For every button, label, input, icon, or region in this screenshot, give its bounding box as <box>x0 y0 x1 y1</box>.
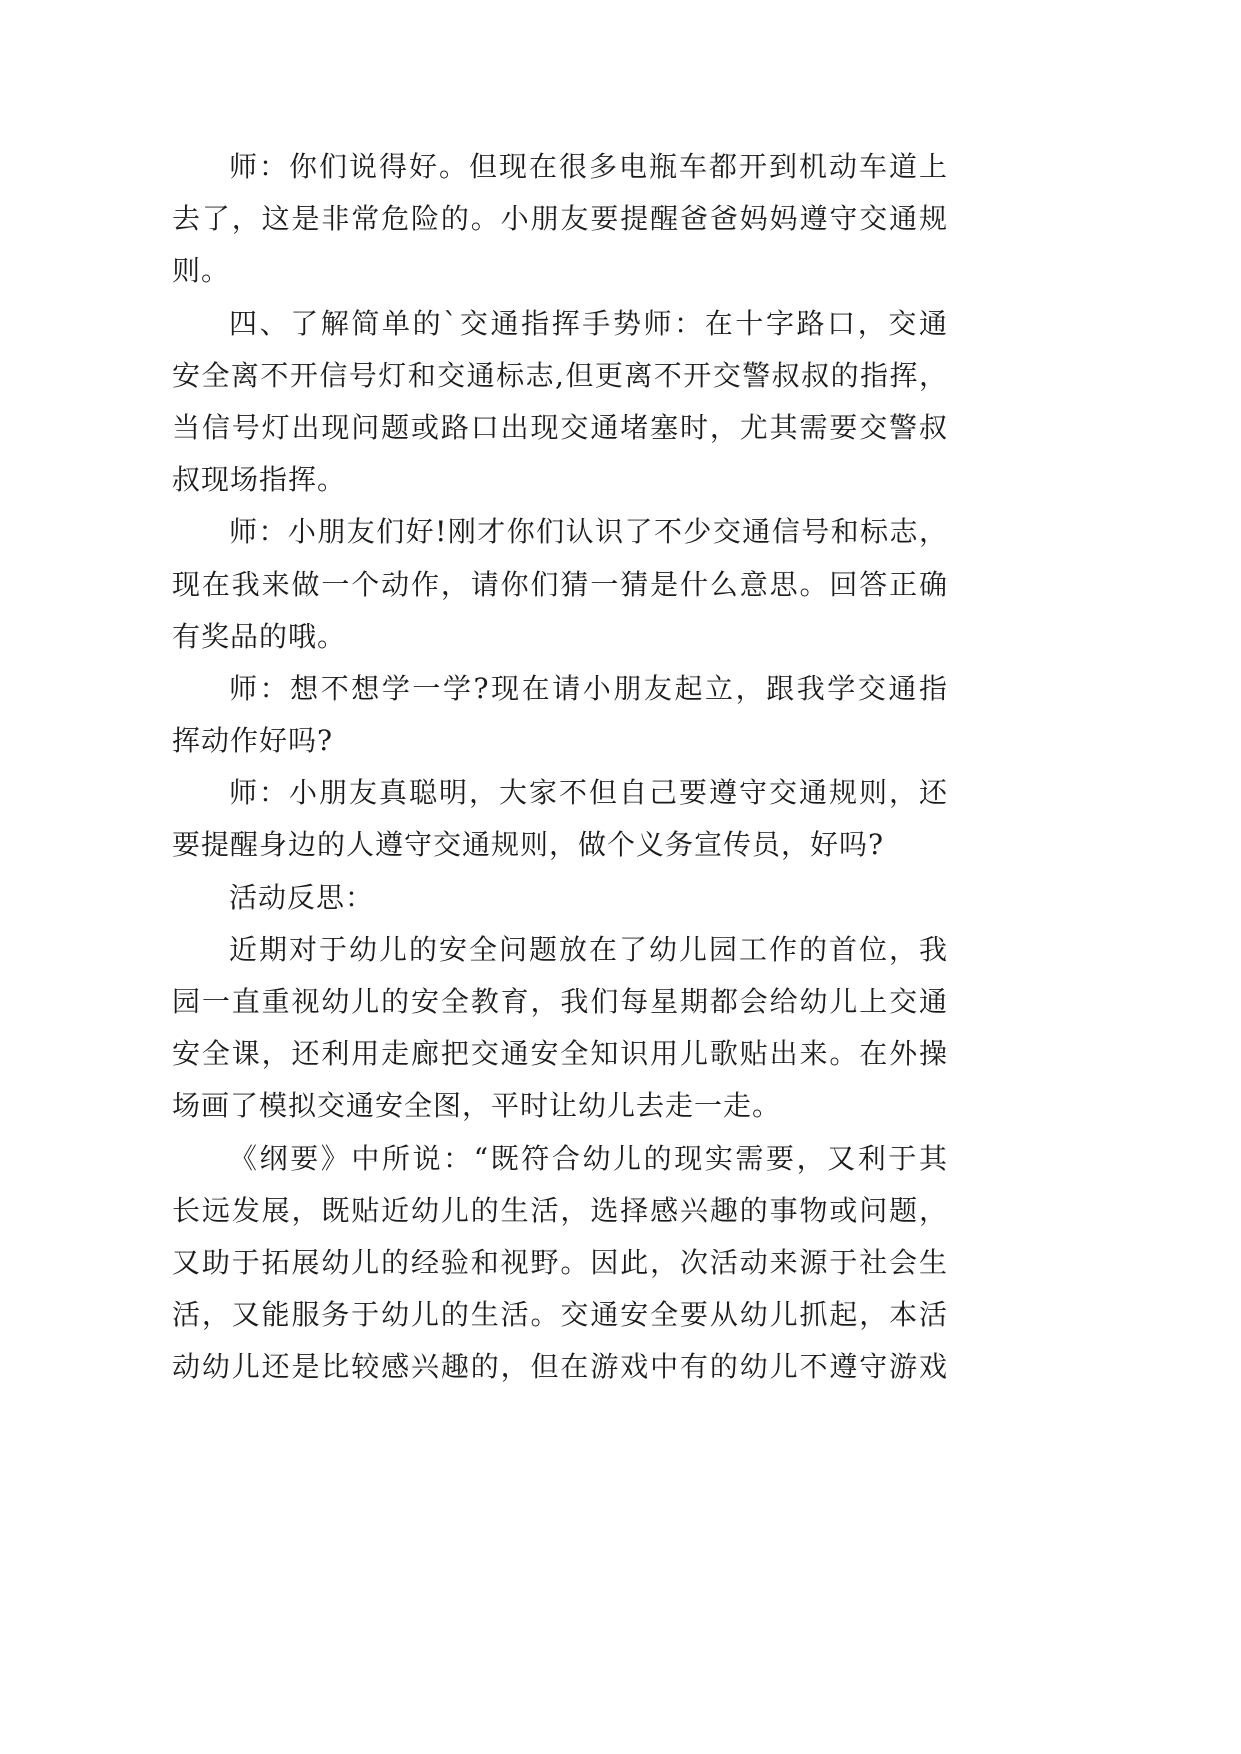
text-line: 安全课，还利用走廊把交通安全知识用儿歌贴出来。在外操 <box>172 1037 948 1071</box>
paragraph-teacher-warning <box>172 141 948 298</box>
text-line: 要提醒身边的人遵守交通规则，做个义务宣传员，好吗? <box>172 828 885 862</box>
text-line: 师：想不想学一学?现在请小朋友起立，跟我学交通指 <box>229 671 948 705</box>
text-line: 安全离不开信号灯和交通标志,但更离不开交警叔叔的指挥， <box>172 358 948 392</box>
text-line: 有奖品的哦。 <box>172 619 347 653</box>
text-line: 师：小朋友们好!刚才你们认识了不少交通信号和标志， <box>229 515 948 549</box>
text-line: 师：你们说得好。但现在很多电瓶车都开到机动车道上 <box>229 150 948 183</box>
text-line: 四、了解简单的`交通指挥手势师：在十字路口，交通 <box>229 306 948 340</box>
paragraph-outline-quote <box>172 1133 948 1394</box>
text-line: 场画了模拟交通安全图，平时让幼儿去走一走。 <box>172 1089 782 1123</box>
text-line: 园一直重视幼儿的安全教育，我们每星期都会给幼儿上交通 <box>172 985 948 1018</box>
paragraph-reflection <box>172 924 948 1133</box>
text-line: 现在我来做一个动作，请你们猜一猜是什么意思。回答正确 <box>172 567 948 601</box>
text-line: 长远发展，既贴近幼儿的生活，选择感兴趣的事物或问题， <box>172 1193 948 1227</box>
text-line: 《纲要》中所说：“既符合幼儿的现实需要，又利于其 <box>229 1141 948 1175</box>
text-line: 活动反思： <box>229 880 375 914</box>
paragraph-teacher-praise <box>172 767 948 871</box>
text-line: 当信号灯出现问题或路口出现交通堵塞时，尤其需要交警叔 <box>172 410 948 444</box>
paragraph-teacher-question <box>172 663 948 767</box>
body-text <box>172 141 948 1394</box>
text-line: 去了，这是非常危险的。小朋友要提醒爸爸妈妈遵守交通规 <box>172 202 948 236</box>
paragraph-section-four <box>172 298 948 507</box>
text-line: 动幼儿还是比较感兴趣的，但在游戏中有的幼儿不遵守游戏 <box>172 1350 948 1384</box>
paragraph-teacher-greeting <box>172 506 948 663</box>
text-line: 叔现场指挥。 <box>172 463 347 497</box>
text-line: 挥动作好吗? <box>172 724 334 758</box>
text-line: 活，又能服务于幼儿的生活。交通安全要从幼儿抓起，本活 <box>172 1298 948 1332</box>
text-line: 近期对于幼儿的安全问题放在了幼儿园工作的首位，我 <box>229 932 948 966</box>
text-line: 师：小朋友真聪明，大家不但自己要遵守交通规则，还 <box>229 776 948 810</box>
text-line: 则。 <box>172 254 231 288</box>
text-line: 又助于拓展幼儿的经验和视野。因此，次活动来源于社会生 <box>172 1245 948 1279</box>
section-heading-reflection <box>172 872 948 924</box>
